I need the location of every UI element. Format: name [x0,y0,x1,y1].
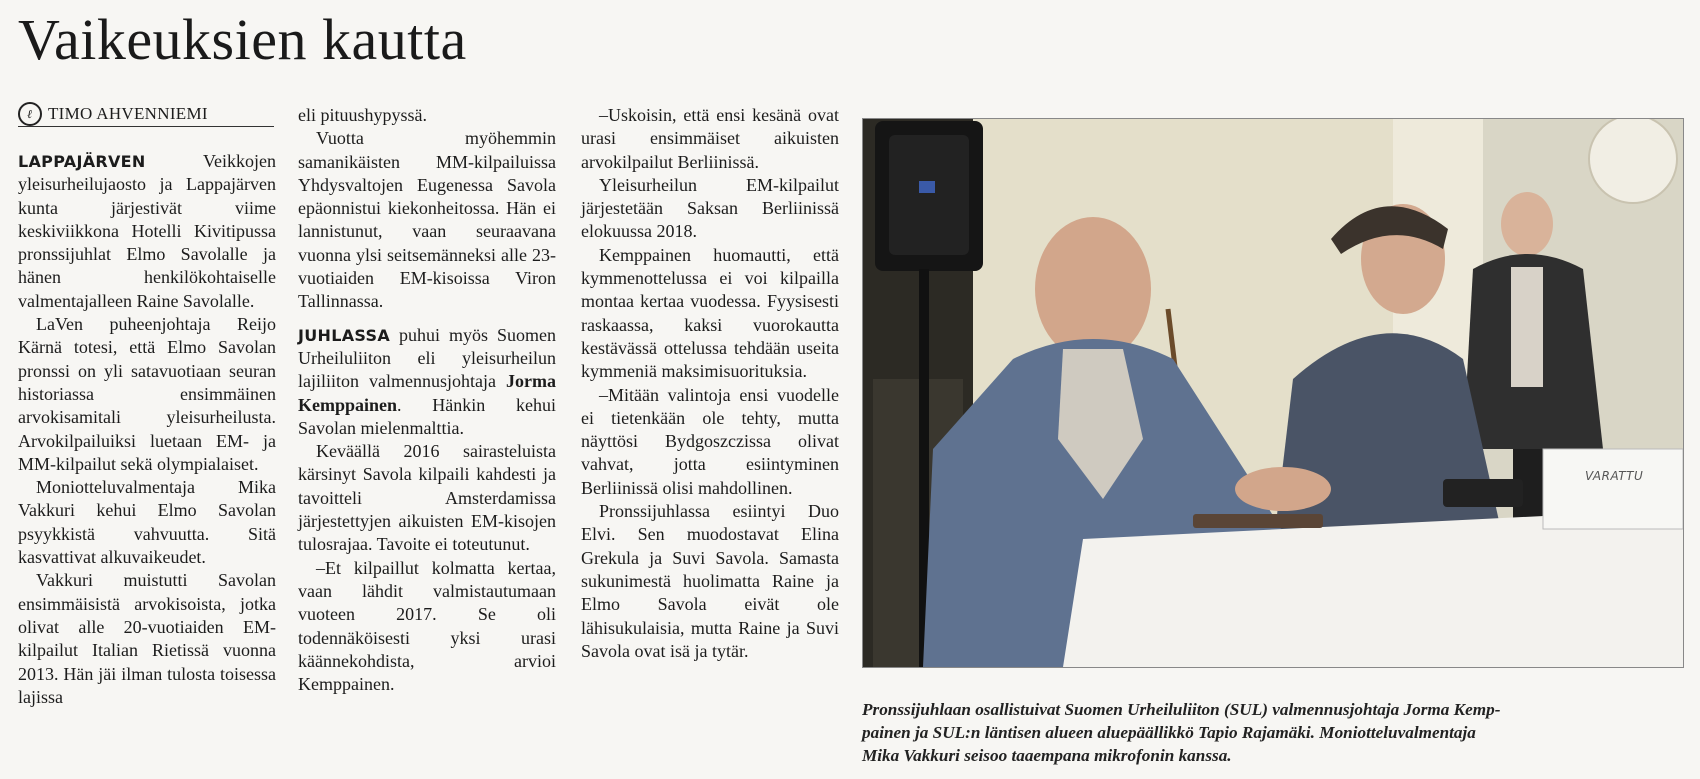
paragraph: Pronssijuhlassa esiintyi Duo Elvi. Sen muodostavat Elina Grekula ja Suvi Savola. Samasta sukunimestä huolimatta Raine ja Elmo Savola eivät ole lähisukulaisia, mutta Raine ja Suvi Savola ovat isä ja tytär. [581,501,839,661]
article-column-2 [298,104,556,696]
paragraph: –Mitään valintoja ensi vuodelle ei tietenkään ole tehty, mutta näyttösi Bydgoszczissa olivat vahvat, jotta esiintyminen Berliinissä olisi mahdollinen. [581,384,839,498]
paragraph-text: . Hänkin kehui Savolan mielenmalttia. [298,394,556,438]
paragraph: –Et kilpaillut kolmatta kertaa, vaan lähdit valmistautumaan vuoteen 2017. Se oli todennäköisesti yksi urasi käännekohdista, arvioi Kemppainen. [298,557,556,695]
paragraph [298,324,556,440]
paragraph: Vakkuri muistutti Savolan ensimmäisistä arvokisoista, jotka olivat alle 20-vuotiaiden EM-kilpailut Italian Rietissä vuonna 2013. Hän jäi ilman tulosta toisessa lajissa [18,570,276,707]
article-photo [862,118,1684,668]
lead-word: JUHLASSA [298,325,391,345]
byline [18,102,274,127]
caption-line: Mika Vakkuri seisoo taaempana mikrofonin kanssa. [862,746,1232,765]
lead-word: LAPPAJÄRVEN [18,152,146,171]
caption-line: Pronssijuhlaan osallistuivat Suomen Urheiluliiton (SUL) valmennusjohtaja Jorma Kemp- [862,700,1501,719]
article-column-1 [18,150,276,709]
paragraph: Keväällä 2016 sairasteluista kärsinyt Savola kilpaili kahdesti ja tavoitteli Amsterdamissa järjestettyjen aikuisten EM-kisojen tulosrajaa. Tavoite ei toteutunut. [298,441,556,555]
person-name: Jorma Kemppainen [298,371,556,415]
paragraph [18,150,276,313]
paragraph: Moniotteluvalmentaja Mika Vakkuri kehui Elmo Savolan psyykkistä vahvuutta. Sitä kasvattivat alkuvaikeudet. [18,477,276,568]
byline-author: TIMO AHVENNIEMI [48,104,208,123]
headline: Vaikeuksien kautta [18,7,467,72]
paragraph: LaVen puheenjohtaja Reijo Kärnä totesi, että Elmo Savolan pronssi on yli satavuotiaan seuran historiassa ensimmäinen arvokisamitali yleisurheilusta. Arvokilpailuiksi luetaan EM- ja MM-kilpailut sekä olympialaiset. [18,314,276,474]
photo-caption [862,698,1684,767]
paragraph: –Uskoisin, että ensi kesänä ovat urasi ensimmäiset aikuisten arvokilpailut Berliinissä. [581,105,839,172]
paragraph-text: puhui myös Suomen Urheiluliiton eli yleisurheilun lajiliiton valmennusjohtaja [298,324,556,392]
paragraph: eli pituushypyssä. [298,105,427,125]
caption-line: painen ja SUL:n läntisen alueen aluepäällikkö Tapio Rajamäki. Moniotteluvalmentaja [862,723,1476,742]
author-logo-icon: ℓ [18,102,42,126]
table-card-text: VARATTU [1585,469,1644,483]
paragraph: Yleisurheilun EM-kilpailut järjestetään Saksan Berliinissä elokuussa 2018. [581,174,839,242]
paragraph: Vuotta myöhemmin samanikäisten MM-kilpailuissa Yhdysvaltojen Eugenessa Savola epäonnistui kiekonheitossa. Hän ei lannistunut, vaan seuraavana vuonna ylsi seitsemänneksi alle 23-vuotiaiden EM-kisoissa Viron Tallinnassa. [298,128,556,312]
paragraph: Kemppainen huomautti, että kymmenottelussa ei voi kilpailla montaa kertaa vuodessa. Fyysisesti raskaassa, kaksi vuorokautta kestävässä ottelussa tehdään useita kymmeniä maksimisuorituksia. [581,244,839,382]
article-column-3 [581,104,839,663]
paragraph-text: Veikkojen yleisurheilujaosto ja Lappajärven kunta järjestivät viime keskiviikkona Hotelli Kivitipussa pronssijuhlat Elmo Savolalle ja hänen henkilökohtaiselle valmentajalleen Raine Savolalle. [18,151,276,311]
